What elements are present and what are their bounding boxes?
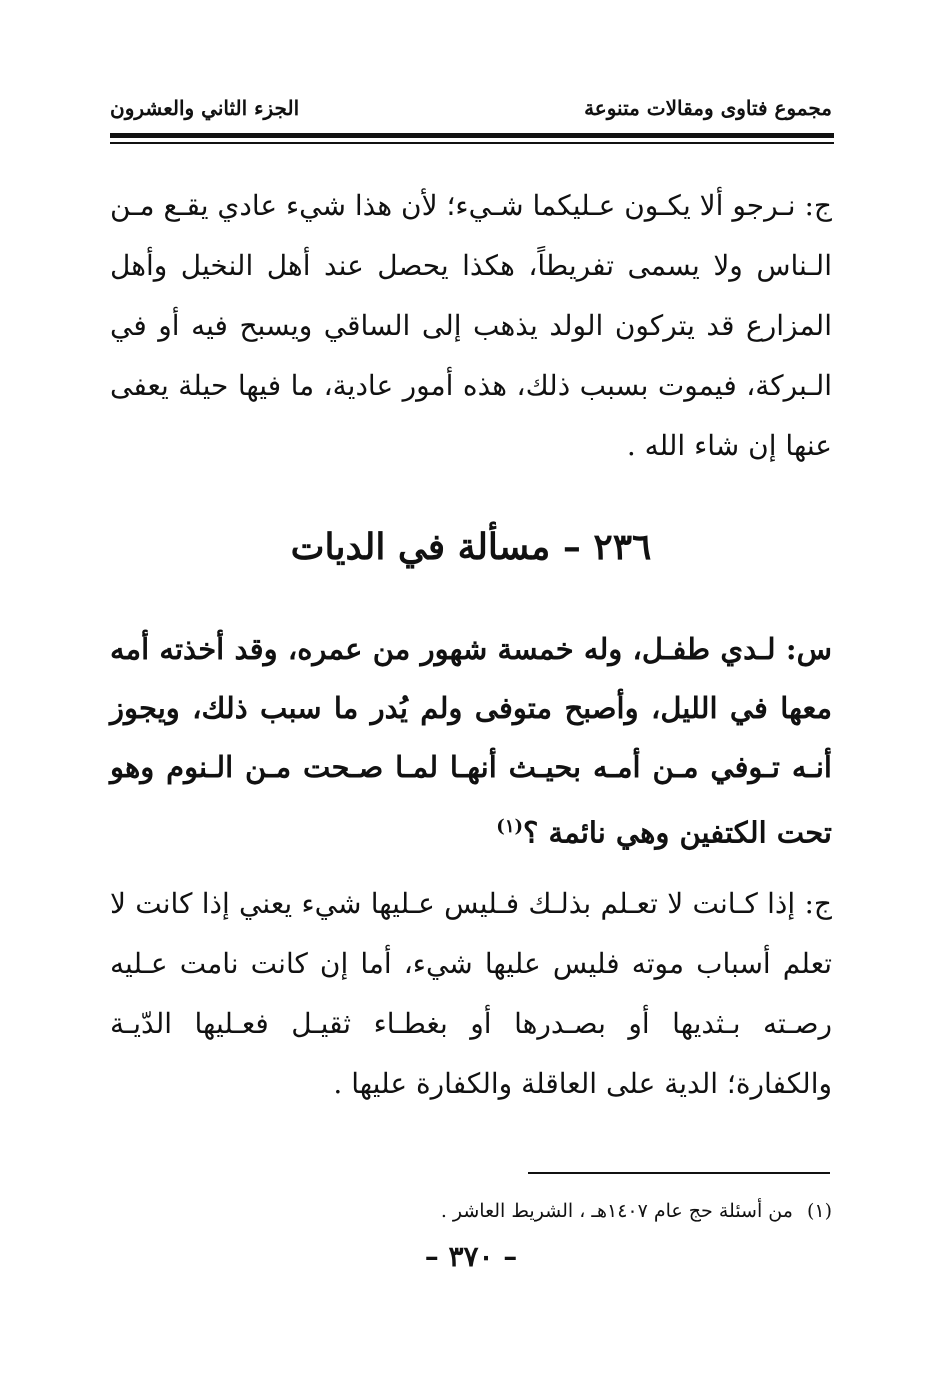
volume-label: الجزء الثاني والعشرون bbox=[110, 96, 300, 120]
running-header bbox=[110, 96, 832, 130]
answer-paragraph-1: ج: نـرجو ألا يكـون عـليكما شـيء؛ لأن هذا شيء عادي يقـع مـن الـناس ولا يسمى تفريطاً، هكذا يحصل عند أهل النخيل وأهل المزارع قد يتركون الولد يذهب إلى الساقي ويسبح فيه أو في الـبركة، فيموت بسبب ذلك، هذه أمور عادية، ما فيها حيلة يعفى عنها إن شاء الله . bbox=[110, 189, 832, 462]
page-number: – ٣٧٠ – bbox=[424, 1240, 518, 1273]
footnote-text: من أسئلة حج عام ١٤٠٧هـ ، الشريط العاشر . bbox=[440, 1200, 793, 1222]
section-title: ٢٣٦ – مسألة في الديات bbox=[290, 526, 652, 568]
header-rule-thin bbox=[110, 142, 834, 144]
question-paragraph bbox=[110, 620, 832, 863]
book-title: مجموع فتاوى ومقالات متنوعة bbox=[584, 96, 832, 120]
answer-paragraph-2: ج: إذا كـانت لا تعـلم بذلـك فـليس عـليها شيء يعني إذا كانت لا تعلم أسباب موته فليس عليها شيء، أما إن كانت نامت عـليه رصـته بـثديها أو بصـدرها أو بغطـاء ثقيـل فعـليها الدّيـة والكفارة؛ الدية على العاقلة والكفارة عليها . bbox=[110, 887, 832, 1100]
header-rule-thick bbox=[110, 133, 834, 138]
footnote-separator bbox=[528, 1172, 830, 1174]
question-text: س: لـدي طفـل، وله خمسة شهور من عمره، وقد أخذته أمه معها في الليل، وأصبح متوفى ولم يُدر ما سبب ذلك، ويجوز أنـه تـوفي مـن أمـه بحيـث أنهـا لمـا صـحت مـن الـنوم وهو تحت الكتفين وهي نائمة ؟ bbox=[110, 632, 832, 850]
footnote-number: (١) bbox=[806, 1200, 832, 1222]
footnote bbox=[300, 1196, 832, 1226]
footnote-reference: (١) bbox=[496, 816, 524, 837]
